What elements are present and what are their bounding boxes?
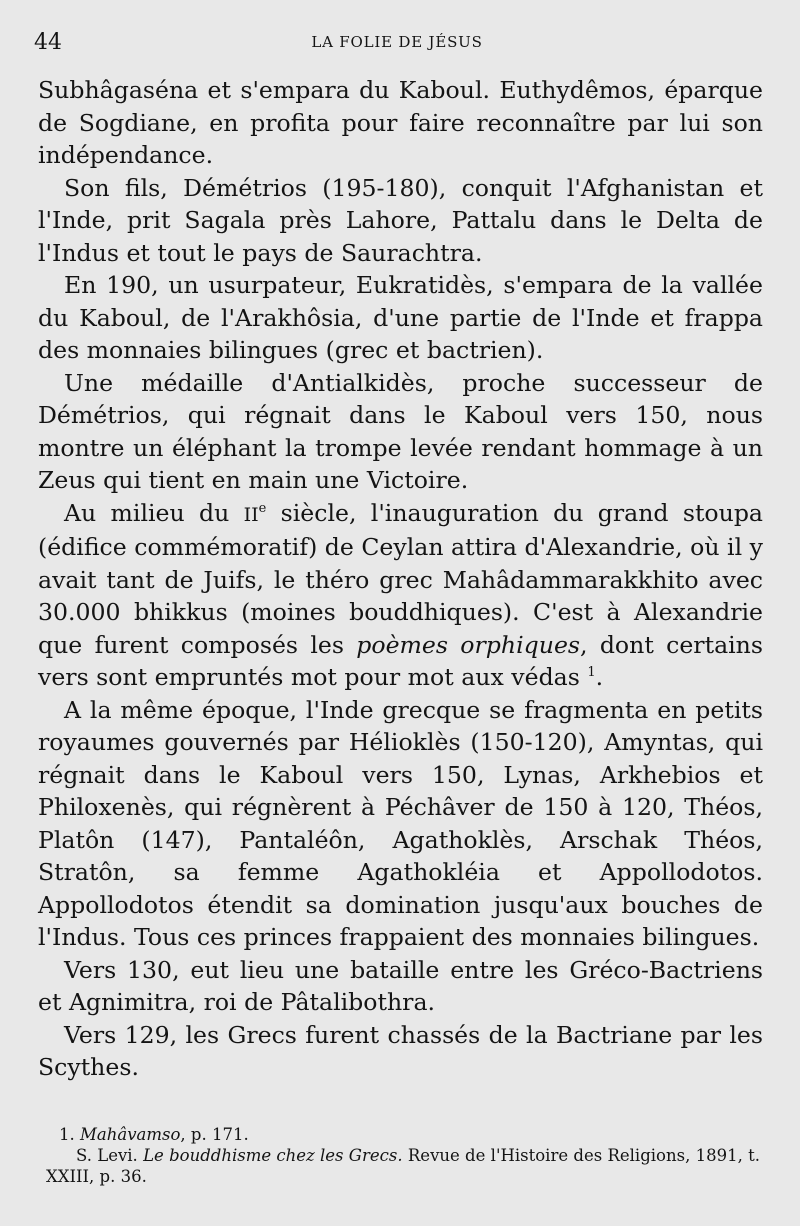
century-superscript: e [258, 500, 267, 516]
footnotes [46, 1124, 760, 1187]
paragraph-8: Vers 129, les Grecs furent chassés de la Bactriane par les Scythes. [38, 1020, 763, 1081]
footnote-1-title: Mahâvamso [80, 1125, 181, 1144]
footnote-reference: 1 [587, 665, 596, 680]
footnote-1-page: , p. 171. [180, 1125, 249, 1144]
running-title: LA FOLIE DE JÉSUS [311, 33, 483, 51]
paragraph-5 [38, 497, 763, 694]
footnote-2-title: Le bouddhisme chez les Grecs. [143, 1146, 403, 1165]
paragraph-5-text-d: . [595, 663, 604, 691]
footnote-2-reference: Revue de l'Histoire des Religions, 1891, t. XXIII, p. 36. [46, 1146, 760, 1186]
footnote-1-number: 1. [59, 1125, 80, 1144]
paragraph-4: Une médaille d'Antialkidès, proche successeur de Démétrios, qui régnait dans le Kaboul vers 150, nous montre un éléphant la trompe levée rendant hommage à un Zeus qui tient en main une Victoire. [38, 368, 763, 494]
page-header [34, 30, 760, 60]
paragraph-7: Vers 130, eut lieu une bataille entre les Gréco-Bactriens et Agnimitra, roi de Pâtalibothra. [38, 955, 763, 1016]
italic-title-poemes-orphiques: poèmes orphiques [356, 630, 581, 659]
body-text [38, 74, 763, 1084]
footnote-2-author: S. Levi. [76, 1146, 144, 1165]
footnote-1 [46, 1124, 760, 1145]
paragraph-5-text-c: , dont certains vers sont empruntés mot pour mot aux védas [38, 630, 763, 691]
page-number: 44 [34, 30, 62, 55]
century-numeral: II [243, 503, 259, 526]
paragraph-1: Subhâgaséna et s'empara du Kaboul. Euthydêmos, éparque de Sogdiane, en profita pour faire reconnaître par lui son indépendance. [38, 76, 763, 169]
paragraph-5-text-a: Au milieu du [64, 498, 244, 527]
paragraph-6: A la même époque, l'Inde grecque se fragmenta en petits royaumes gouvernés par Hélioklès (150-120), Amyntas, qui régnait dans le Kaboul vers 150, Lynas, Arkhebios et Philoxenès, qui régnèrent à Péchâver de 150 à 120, Théos, Platôn (147), Pantaléôn, Agathoklès, Arschak Théos, Stratôn, sa femme Agathokléia et Appollodotos. Appollodotos étendit sa domination jusqu'aux bouches de l'Indus. Tous ces princes frappaient des monnaies bilingues. [38, 695, 763, 951]
paragraph-5-text-b: siècle, l'inauguration du grand stoupa (édifice commémoratif) de Ceylan attira d'Alexandrie, où il y avait tant de Juifs, le théro grec Mahâdammarakkhito avec 30.000 bhikkus (moines bouddhiques). C'est à Alexandrie que furent composés les [38, 498, 763, 659]
paragraph-2: Son fils, Démétrios (195-180), conquit l'Afghanistan et l'Inde, prit Sagala près Lahore, Pattalu dans le Delta de l'Indus et tout le pays de Saurachtra. [38, 173, 763, 267]
paragraph-3: En 190, un usurpateur, Eukratidès, s'empara de la vallée du Kaboul, de l'Arakhôsia, d'une partie de l'Inde et frappa des monnaies bilingues (grec et bactrien). [38, 271, 763, 364]
footnote-2 [46, 1145, 760, 1187]
